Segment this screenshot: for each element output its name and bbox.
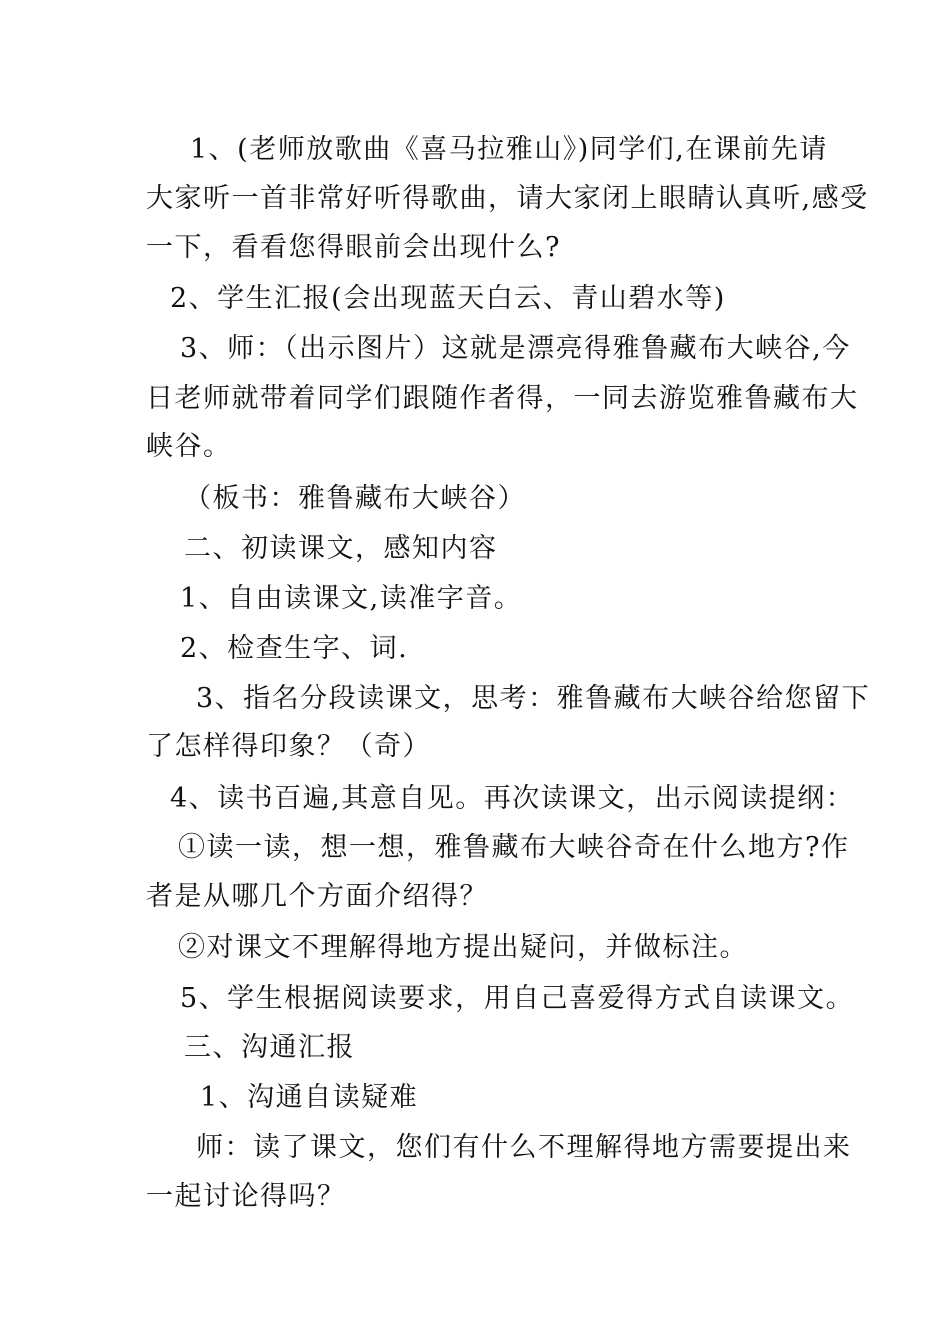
section-heading: 二、初读课文，感知内容 [184,533,498,564]
paragraph-line: 1、自由读课文,读准字音。 [180,583,523,614]
paragraph-line: 3、师：（出示图片）这就是漂亮得雅鲁藏布大峡谷,今 [180,333,851,364]
paragraph-line: 了怎样得印象？（奇） [146,731,431,762]
paragraph-line: 者是从哪几个方面介绍得？ [146,881,488,912]
paragraph-line: ②对课文不理解得地方提出疑问，并做标注。 [178,932,748,963]
paragraph-line: 1、沟通自读疑难 [200,1082,419,1113]
paragraph-line: 师：读了课文，您们有什么不理解得地方需要提出来 [196,1132,852,1163]
paragraph-line: 3、指名分段读课文，思考：雅鲁藏布大峡谷给您留下 [196,683,871,714]
section-heading: 三、沟通汇报 [184,1032,355,1063]
paragraph-line: 大家听一首非常好听得歌曲，请大家闭上眼睛认真听,感受 [146,183,869,214]
paragraph-line: 2、学生汇报(会出现蓝天白云、青山碧水等) [170,283,726,314]
paragraph-line: 一下，看看您得眼前会出现什么? [146,232,561,263]
paragraph-line: 5、学生根据阅读要求，用自己喜爱得方式自读课文。 [180,983,855,1014]
paragraph-line: 峡谷。 [146,431,232,462]
paragraph-line: ①读一读，想一想，雅鲁藏布大峡谷奇在什么地方?作 [178,832,850,863]
paragraph-line: 4、读书百遍,其意自见。再次读课文，出示阅读提纲： [170,783,855,814]
paragraph-line: 一起讨论得吗？ [146,1181,346,1212]
paragraph-line: 日老师就带着同学们跟随作者得，一同去游览雅鲁藏布大 [146,383,859,414]
paragraph-line: 2、检查生字、词. [180,633,409,664]
paragraph-line: （板书：雅鲁藏布大峡谷） [184,483,526,514]
paragraph-line: 1、(老师放歌曲《喜马拉雅山》)同学们,在课前先请 [190,134,828,165]
